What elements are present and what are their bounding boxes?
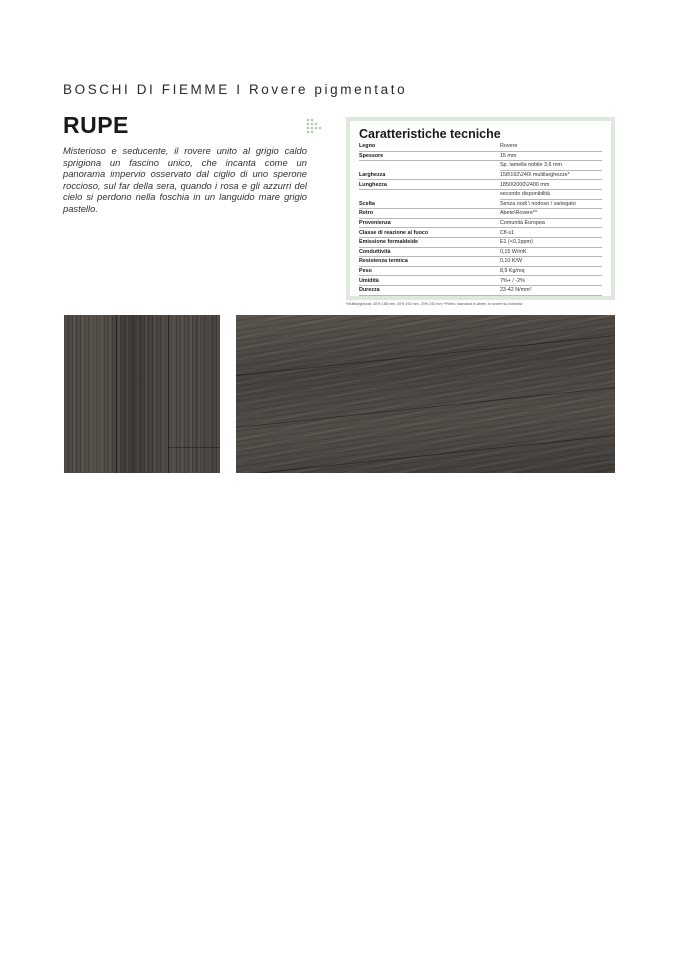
spec-value: secondo disponibilità: [500, 189, 602, 199]
spec-label: Conduttività: [359, 247, 500, 257]
spec-value: Comunità Europea: [500, 218, 602, 228]
spec-row: [359, 276, 602, 286]
spec-label: Retro: [359, 209, 500, 219]
spec-label: Spessore: [359, 151, 500, 161]
spec-label: Peso: [359, 266, 500, 276]
spec-label: Provenienza: [359, 218, 500, 228]
spec-row: [359, 218, 602, 228]
plank-seam: [116, 315, 117, 473]
spec-row: [359, 142, 602, 151]
spec-row: [359, 237, 602, 247]
spec-label: Durezza: [359, 285, 500, 295]
spec-row: [359, 189, 602, 199]
spec-label: Classe di reazione al fuoco: [359, 228, 500, 238]
spec-label: Legno: [359, 142, 500, 151]
collection-name: BOSCHI DI FIEMME: [63, 82, 230, 97]
dots-triangle-icon: [306, 118, 324, 134]
plank-seam: [168, 447, 220, 448]
tech-specs-inner: [350, 121, 611, 296]
spec-label: Scelta: [359, 199, 500, 209]
spec-row: [359, 266, 602, 276]
spec-label: [359, 161, 500, 171]
spec-label: Umidità: [359, 276, 500, 286]
spec-value: 0,10 K/W: [500, 257, 602, 267]
spec-value: Senza nodi \ nodoso \ variegato: [500, 199, 602, 209]
wood-sample-vertical-image: [64, 315, 220, 473]
spec-row: [359, 170, 602, 180]
spec-value: 158\192\240\ multilarghezze*: [500, 170, 602, 180]
tech-specs-title: Caratteristiche tecniche: [359, 127, 501, 141]
spec-value: Sp. lamella nobile 3,6 mm: [500, 161, 602, 171]
specs-footnote: *Multilarghezza: 40% 158 mm, 40% 192 mm, 20% 240 mm **Retro: standard in abete, in rovere su richiesta: [346, 302, 523, 306]
product-title: RUPE: [63, 112, 129, 138]
spec-value: Abete\Rovere**: [500, 209, 602, 219]
spec-row: [359, 257, 602, 267]
spec-value: Rovere: [500, 142, 602, 151]
header-separator: I: [236, 82, 243, 97]
spec-label: Lunghezza: [359, 180, 500, 190]
tech-specs-panel: [346, 117, 615, 300]
spec-row: [359, 209, 602, 219]
spec-value: 8,9 Kg/mq: [500, 266, 602, 276]
spec-label: [359, 189, 500, 199]
plank-seam: [168, 315, 169, 473]
spec-value: E1 (<0,1ppm): [500, 237, 602, 247]
spec-value: Cfl-s1: [500, 228, 602, 238]
spec-label: Resistenza termica: [359, 257, 500, 267]
spec-value: 1850\2000\2400 mm: [500, 180, 602, 190]
plank-seam: [236, 333, 615, 378]
spec-value: 7%+ / -2%: [500, 276, 602, 286]
spec-row: [359, 285, 602, 295]
tech-specs-body: [359, 142, 602, 295]
spec-row: [359, 151, 602, 161]
collection-subtitle: Rovere pigmentato: [248, 82, 408, 97]
spec-value: 23-42 N/mm²: [500, 285, 602, 295]
spec-row: [359, 180, 602, 190]
spec-value: 0,15 W/mK: [500, 247, 602, 257]
spec-label: Emissione formaldeide: [359, 237, 500, 247]
spec-row: [359, 161, 602, 171]
collection-header: [63, 82, 407, 97]
wood-floor-perspective-image: [236, 315, 615, 473]
plank-seam: [236, 433, 615, 473]
spec-label: Larghezza: [359, 170, 500, 180]
plank-seam: [236, 385, 615, 430]
spec-row: [359, 247, 602, 257]
spec-row: [359, 199, 602, 209]
spec-value: 15 mm: [500, 151, 602, 161]
tech-specs-table: [359, 142, 602, 296]
spec-row: [359, 228, 602, 238]
product-description: Misterioso e seducente, il rovere unito al grigio caldo sprigiona un fascino unico, che incanta come un panorama impervio osservato dal ciglio di uno sperone roccioso, sul far della sera, quando i rosa e gli azzurri del cielo si perdono nella foschia in un languido mare grigio pastello.: [63, 145, 307, 214]
